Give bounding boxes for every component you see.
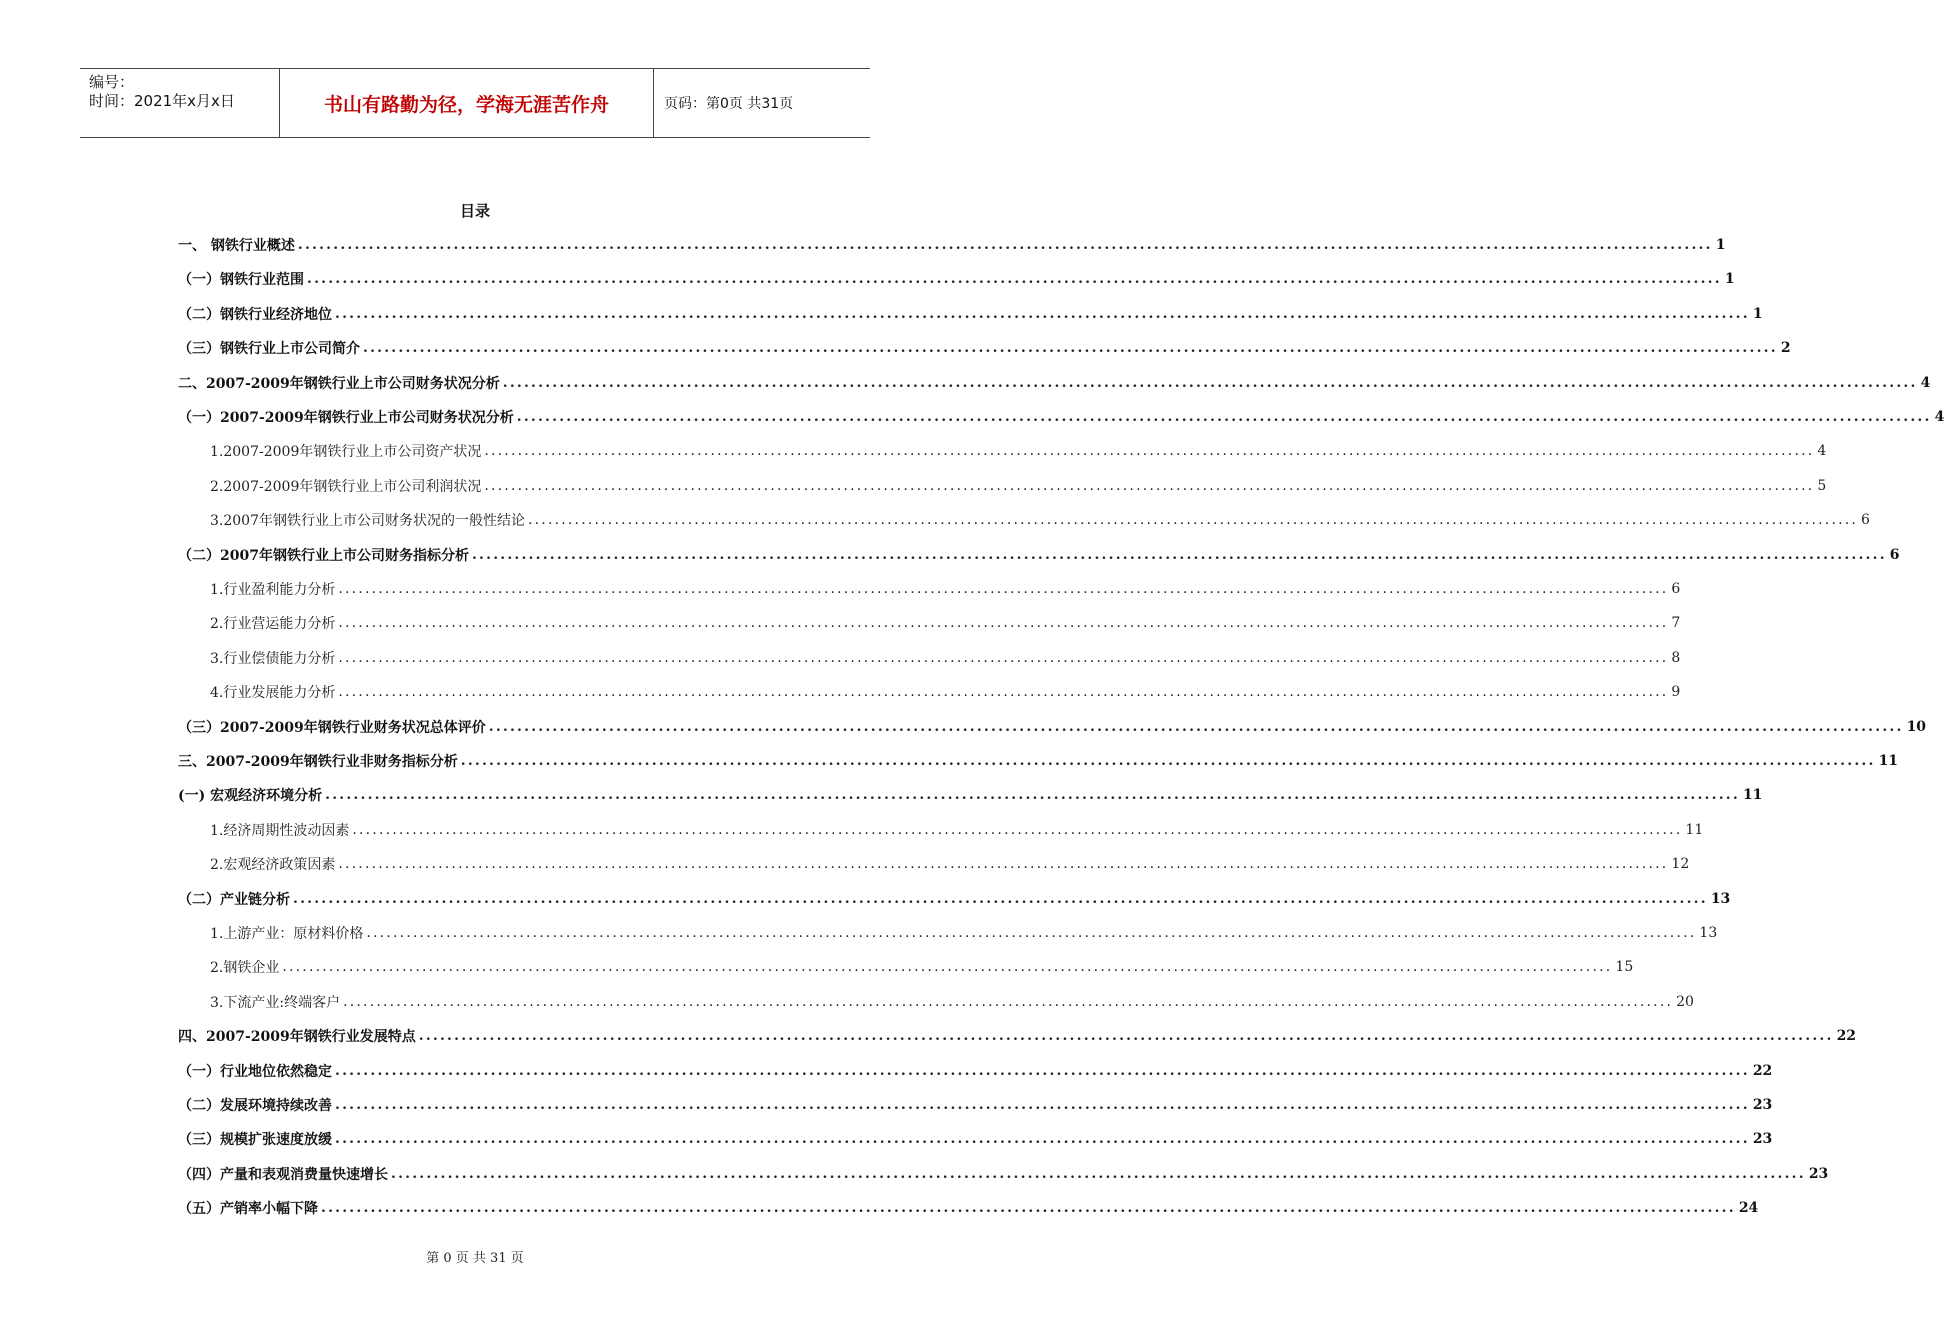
toc-entry-page: 7	[1671, 615, 1681, 632]
toc-entry[interactable]	[178, 710, 1927, 744]
toc-leader-dots: ........................................................................................................................................................................................................	[352, 821, 1683, 838]
toc-entry-page: 5	[1817, 477, 1827, 494]
toc-entry-text: 1.经济周期性波动因素	[210, 822, 350, 839]
toc-entry-page: 6	[1861, 512, 1870, 529]
toc-entry[interactable]	[210, 916, 1718, 950]
toc-entry-page: 22	[1836, 1028, 1857, 1045]
header-number-label: 编号：	[89, 73, 135, 91]
toc-entry-text: （二）钢铁行业经济地位	[178, 306, 332, 323]
toc-entry[interactable]	[178, 778, 1763, 812]
toc-leader-dots: ........................................................................................................................................................................................................	[338, 649, 1669, 666]
toc-entry-page: 1	[1715, 237, 1726, 253]
toc-entry-page: 4	[1934, 409, 1944, 425]
toc-leader-dots: ........................................................................................................................................................................................................	[335, 305, 1750, 322]
toc-leader-dots: ........................................................................................................................................................................................................	[528, 512, 1859, 529]
toc-title: 目录	[459, 202, 490, 220]
toc-entry[interactable]	[178, 1088, 1773, 1122]
toc-entry-page: 11	[1742, 787, 1763, 804]
toc-entry-page: 1	[1724, 271, 1735, 288]
toc-entry[interactable]	[178, 882, 1731, 916]
toc-entry-page: 11	[1878, 753, 1899, 769]
toc-entry-text: 2.2007-2009年钢铁行业上市公司利润状况	[210, 478, 482, 495]
toc-leader-dots: ........................................................................................................................................................................................................	[297, 237, 1713, 253]
toc-entry-page: 23	[1752, 1097, 1773, 1113]
toc-entry-page: 22	[1752, 1062, 1773, 1079]
toc-entry-text: 1.行业盈利能力分析	[210, 582, 336, 598]
toc-entry-text: （三）钢铁行业上市公司简介	[178, 341, 360, 358]
toc-entry-page: 13	[1699, 925, 1718, 941]
toc-entry-text: (一) 宏观经济环境分析	[178, 788, 323, 805]
toc-entry[interactable]	[210, 434, 1827, 468]
toc-entry-text: 1.上游产业：原材料价格	[210, 926, 364, 942]
toc-entry-page: 24	[1738, 1200, 1759, 1217]
toc-leader-dots: ........................................................................................................................................................................................................	[293, 890, 1708, 907]
toc-entry-text: 2.行业营运能力分析	[210, 616, 336, 633]
toc-leader-dots: ........................................................................................................................................................................................................	[488, 718, 1904, 735]
toc-leader-dots: ........................................................................................................................................................................................................	[338, 615, 1669, 632]
toc-leader-dots: ........................................................................................................................................................................................................	[460, 753, 1876, 769]
toc-entry-page: 13	[1710, 890, 1731, 907]
toc-entry-text: （一）钢铁行业范围	[178, 272, 304, 289]
header-info-cell	[80, 69, 280, 137]
toc-entry[interactable]	[210, 847, 1690, 881]
toc-entry-text: 2.宏观经济政策因素	[210, 857, 336, 874]
toc-entry-page: 10	[1906, 718, 1927, 735]
toc-leader-dots: ........................................................................................................................................................................................................	[321, 1200, 1736, 1217]
toc-leader-dots: ........................................................................................................................................................................................................	[502, 374, 1918, 391]
toc-entry[interactable]	[178, 400, 1944, 434]
toc-leader-dots: ........................................................................................................................................................................................................	[307, 271, 1722, 288]
toc-entry[interactable]	[178, 331, 1791, 365]
toc-leader-dots: ........................................................................................................................................................................................................	[471, 546, 1887, 563]
toc-entry[interactable]	[178, 228, 1726, 262]
toc-entry-text: （二）产业链分析	[178, 891, 290, 908]
toc-entry-text: （一）2007-2009年钢铁行业上市公司财务状况分析	[178, 410, 514, 426]
toc-entry-page: 2	[1780, 340, 1791, 357]
toc-leader-dots: ........................................................................................................................................................................................................	[516, 409, 1932, 425]
toc-entry-page: 4	[1920, 374, 1931, 391]
page-footer: 第 0 页 共 31 页	[426, 1251, 524, 1266]
toc-leader-dots: ........................................................................................................................................................................................................	[338, 856, 1669, 873]
toc-entry-text: 三、2007-2009年钢铁行业非财务指标分析	[178, 754, 458, 770]
toc-entry[interactable]	[178, 538, 1900, 572]
toc-entry-text: 一、 钢铁行业概述	[178, 238, 295, 254]
toc-entry[interactable]	[178, 744, 1899, 778]
toc-leader-dots: ........................................................................................................................................................................................................	[484, 443, 1815, 460]
toc-entry[interactable]	[178, 262, 1735, 296]
header-time-label: 时间：2021年x月x日	[89, 92, 235, 110]
toc-entry[interactable]	[210, 813, 1704, 847]
toc-entry-page: 4	[1817, 443, 1827, 460]
toc-entry-page: 20	[1676, 993, 1694, 1010]
page-header	[80, 68, 870, 138]
toc-entry[interactable]	[210, 606, 1681, 640]
toc-entry-page: 9	[1671, 684, 1681, 701]
toc-entry-text: （四）产量和表观消费量快速增长	[178, 1166, 388, 1183]
toc-entry[interactable]	[210, 469, 1827, 503]
toc-leader-dots: ........................................................................................................................................................................................................	[363, 340, 1778, 357]
toc-entry-page: 11	[1685, 821, 1704, 838]
toc-entry[interactable]	[178, 1191, 1759, 1225]
toc-entry-text: （二）发展环境持续改善	[178, 1098, 332, 1114]
toc-entry-page: 12	[1671, 856, 1690, 873]
toc-leader-dots: ........................................................................................................................................................................................................	[335, 1062, 1750, 1079]
toc-entry-page: 8	[1671, 649, 1681, 666]
toc-leader-dots: ........................................................................................................................................................................................................	[335, 1097, 1750, 1113]
toc-entry[interactable]	[178, 1157, 1829, 1191]
toc-leader-dots: ........................................................................................................................................................................................................	[391, 1165, 1806, 1182]
toc-entry[interactable]	[178, 1019, 1857, 1053]
toc-leader-dots: ........................................................................................................................................................................................................	[282, 959, 1613, 976]
toc-leader-dots: ........................................................................................................................................................................................................	[484, 477, 1815, 494]
toc-entry-text: （一）行业地位依然稳定	[178, 1063, 332, 1080]
toc-entry-text: 四、2007-2009年钢铁行业发展特点	[178, 1029, 416, 1046]
toc-entry[interactable]	[210, 572, 1681, 606]
toc-entry-text: 3.下流产业:终端客户	[210, 994, 341, 1011]
header-motto: 书山有路勤为径，学海无涯苦作舟	[280, 69, 654, 137]
toc-entry-page: 15	[1615, 959, 1634, 976]
toc-entry-page: 6	[1889, 546, 1900, 563]
toc-entry-text: 1.2007-2009年钢铁行业上市公司资产状况	[210, 444, 482, 461]
toc-entry-page: 23	[1808, 1165, 1829, 1182]
toc-entry[interactable]	[210, 985, 1694, 1019]
toc-entry[interactable]	[178, 366, 1931, 400]
toc-entry[interactable]	[178, 1122, 1773, 1156]
toc-leader-dots: ........................................................................................................................................................................................................	[335, 1131, 1750, 1148]
toc-leader-dots: ........................................................................................................................................................................................................	[418, 1028, 1834, 1045]
toc-leader-dots: ........................................................................................................................................................................................................	[338, 684, 1669, 701]
toc-entry-text: 3.行业偿债能力分析	[210, 650, 336, 667]
toc-entry[interactable]	[210, 675, 1681, 709]
toc-entry-page: 23	[1752, 1131, 1773, 1148]
toc-entry-page: 1	[1752, 305, 1763, 322]
header-page-code: 页码：第0页 共31页	[664, 96, 794, 112]
toc-entry-text: （三）2007-2009年钢铁行业财务状况总体评价	[178, 719, 486, 736]
toc-leader-dots: ........................................................................................................................................................................................................	[343, 993, 1674, 1010]
toc-entry[interactable]	[178, 1054, 1773, 1088]
toc-entry-text: 4.行业发展能力分析	[210, 685, 336, 702]
toc-leader-dots: ........................................................................................................................................................................................................	[338, 581, 1669, 597]
toc-entry[interactable]	[178, 297, 1763, 331]
toc-leader-dots: ........................................................................................................................................................................................................	[366, 925, 1697, 941]
toc-entry-text: 二、2007-2009年钢铁行业上市公司财务状况分析	[178, 375, 500, 392]
toc-leader-dots: ........................................................................................................................................................................................................	[325, 787, 1740, 804]
toc-entry-text: 2.钢铁企业	[210, 960, 280, 977]
toc-entry-text: （二）2007年钢铁行业上市公司财务指标分析	[178, 547, 469, 564]
toc-entry-page: 6	[1671, 581, 1681, 597]
toc-entry-text: （三）规模扩张速度放缓	[178, 1132, 332, 1149]
toc-entry[interactable]	[210, 641, 1681, 675]
toc-entry-text: 3.2007年钢铁行业上市公司财务状况的一般性结论	[210, 513, 525, 530]
toc-entry[interactable]	[210, 503, 1870, 537]
toc-entry[interactable]	[210, 950, 1634, 984]
toc-entry-text: （五）产销率小幅下降	[178, 1201, 318, 1218]
